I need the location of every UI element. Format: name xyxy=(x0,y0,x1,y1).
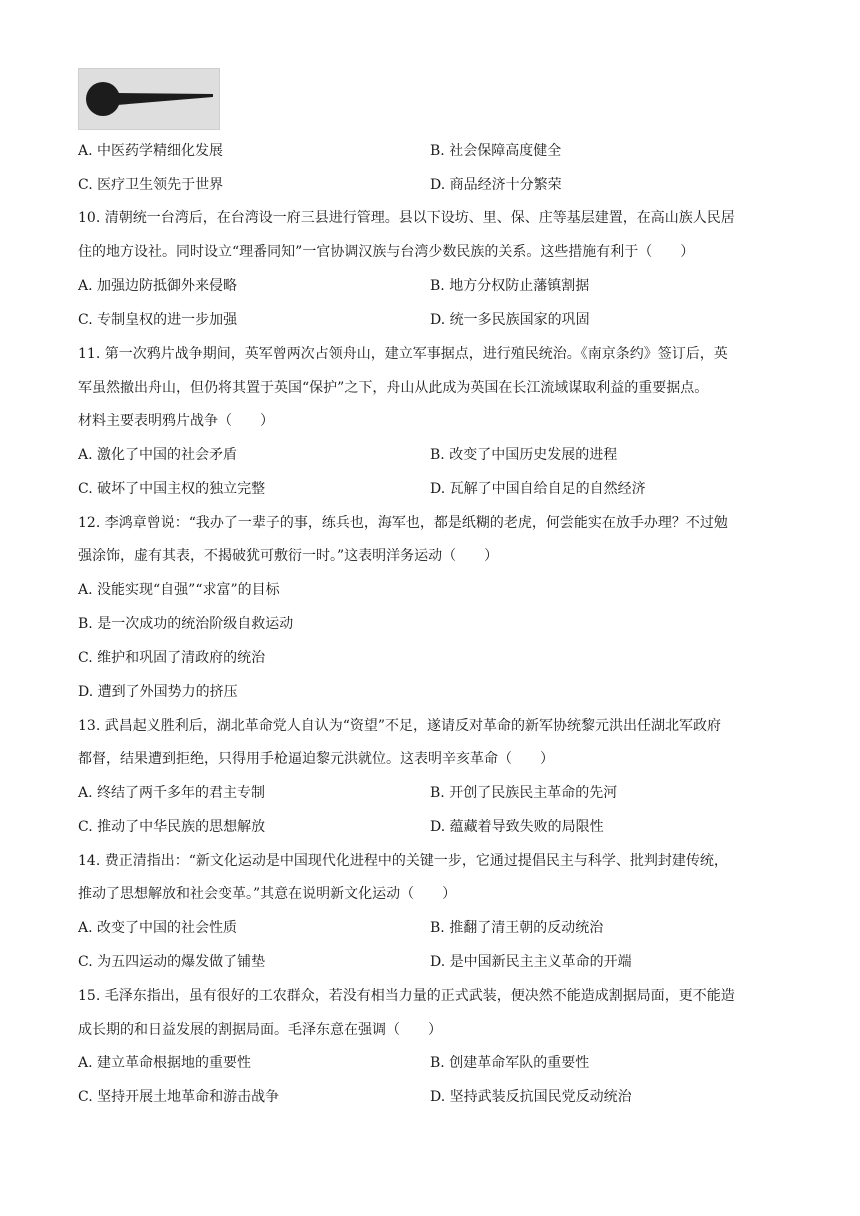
q14-option-c: C. 为五四运动的爆发做了铺垫 xyxy=(78,954,266,970)
q10-option-b: B. 地方分权防止藩镇割据 xyxy=(430,278,590,294)
q10-option-c: C. 专制皇权的进一步加强 xyxy=(78,312,238,328)
q9-option-d: D. 商品经济十分繁荣 xyxy=(430,177,562,193)
q13-option-c: C. 推动了中华民族的思想解放 xyxy=(78,819,266,835)
q12-option-c: C. 维护和巩固了清政府的统治 xyxy=(78,650,266,666)
q9-option-c: C. 医疗卫生领先于世界 xyxy=(78,177,224,193)
q14-stem-line1: 14. 费正清指出：“新文化运动是中国现代化进程中的关键一步，它通过提倡民主与科学、批判封建传统， xyxy=(78,853,728,869)
q12-option-d: D. 遭到了外国势力的挤压 xyxy=(78,684,238,700)
q12-option-b: B. 是一次成功的统治阶级自救运动 xyxy=(78,616,294,632)
q13-option-a: A. 终结了两千多年的君主专制 xyxy=(78,785,266,801)
spoon-image xyxy=(79,69,219,129)
q11-stem-line3: 材料主要表明鸦片战争（ ） xyxy=(78,413,274,429)
q9-option-b: B. 社会保障高度健全 xyxy=(430,143,562,159)
q14-option-b: B. 推翻了清王朝的反动统治 xyxy=(430,920,604,936)
q11-option-d: D. 瓦解了中国自给自足的自然经济 xyxy=(430,481,646,497)
q12-option-a: A. 没能实现“自强”“求富”的目标 xyxy=(78,582,280,598)
q14-stem-line2: 推动了思想解放和社会变革。”其意在说明新文化运动（ ） xyxy=(78,886,457,902)
q15-stem-line2: 成长期的和日益发展的割据局面。毛泽东意在强调（ ） xyxy=(78,1022,442,1038)
q15-stem-line1: 15. 毛泽东指出，虽有很好的工农群众，若没有相当力量的正式武装，便决然不能造成割据局面，更不能造 xyxy=(78,988,735,1004)
q14-option-d: D. 是中国新民主主义革命的开端 xyxy=(430,954,632,970)
q13-stem-line2: 都督，结果遭到拒绝，只得用手枪逼迫黎元洪就位。这表明辛亥革命（ ） xyxy=(78,751,554,767)
q11-option-b: B. 改变了中国历史发展的进程 xyxy=(430,447,618,463)
q11-option-a: A. 激化了中国的社会矛盾 xyxy=(78,447,238,463)
q13-option-d: D. 蕴藏着导致失败的局限性 xyxy=(430,819,604,835)
q15-option-b: B. 创建革命军队的重要性 xyxy=(430,1055,590,1071)
artifact-photo xyxy=(78,68,220,130)
q15-option-c: C. 坚持开展土地革命和游击战争 xyxy=(78,1089,280,1105)
q10-stem-line2: 住的地方设社。同时设立“理番同知”一官协调汉族与台湾少数民族的关系。这些措施有利于（ ） xyxy=(78,244,695,260)
q14-option-a: A. 改变了中国的社会性质 xyxy=(78,920,238,936)
q12-stem-line2: 强涂饰，虚有其表，不揭破犹可敷衍一时。”这表明洋务运动（ ） xyxy=(78,548,499,564)
q15-option-d: D. 坚持武装反抗国民党反动统治 xyxy=(430,1089,632,1105)
q10-stem-line1: 10. 清朝统一台湾后，在台湾设一府三县进行管理。县以下设坊、里、保、庄等基层建置，在高山族人民居 xyxy=(78,210,735,226)
q10-option-a: A. 加强边防抵御外来侵略 xyxy=(78,278,238,294)
q9-option-a: A. 中医药学精细化发展 xyxy=(78,143,224,159)
q10-option-d: D. 统一多民族国家的巩固 xyxy=(430,312,590,328)
q11-stem-line2: 军虽然撤出舟山，但仍将其置于英国“保护”之下，舟山从此成为英国在长江流域谋取利益的重要据点。 xyxy=(78,380,709,396)
q11-stem-line1: 11. 第一次鸦片战争期间，英军曾两次占领舟山，建立军事据点，进行殖民统治。《南京条约》签订后，英 xyxy=(78,346,728,362)
q13-stem-line1: 13. 武昌起义胜利后，湖北革命党人自认为“资望”不足，遂请反对革命的新军协统黎元洪出任湖北军政府 xyxy=(78,718,722,734)
q12-stem-line1: 12. 李鸿章曾说：“我办了一辈子的事，练兵也，海军也，都是纸糊的老虎，何尝能实在放手办理？不过勉 xyxy=(78,515,728,531)
q15-option-a: A. 建立革命根据地的重要性 xyxy=(78,1055,252,1071)
q13-option-b: B. 开创了民族民主革命的先河 xyxy=(430,785,618,801)
q11-option-c: C. 破坏了中国主权的独立完整 xyxy=(78,481,266,497)
